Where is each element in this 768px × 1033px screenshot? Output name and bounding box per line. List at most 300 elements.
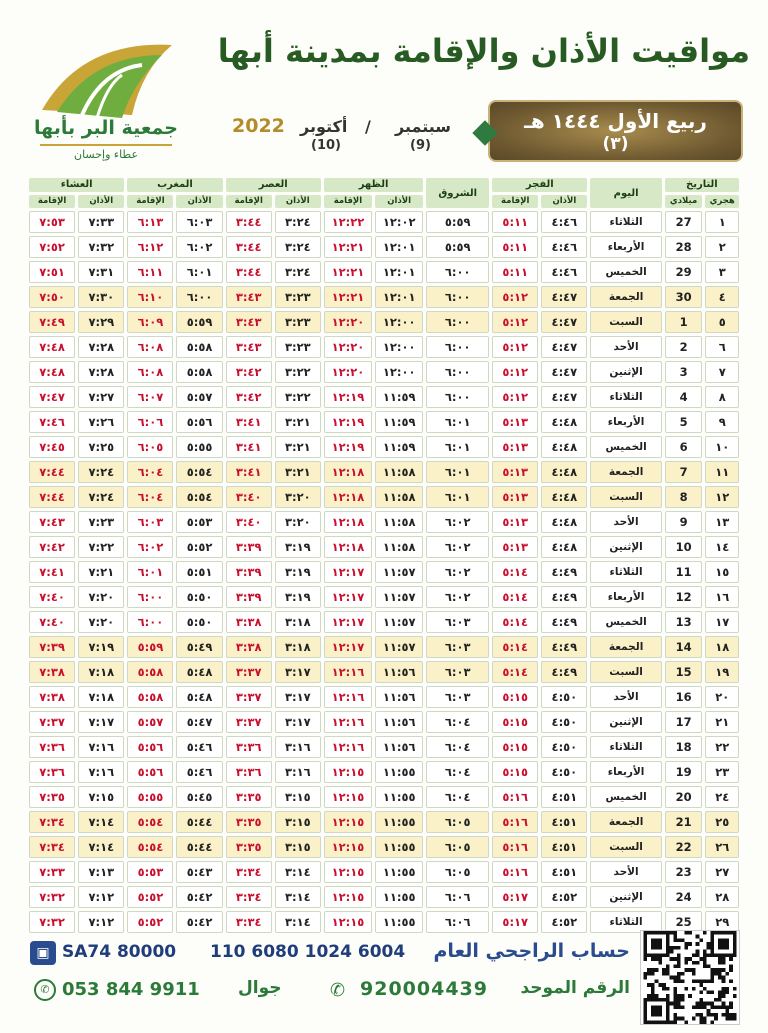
asr-adhan-cell: ٣:٢٠ bbox=[275, 486, 321, 508]
asr-adhan-cell: ٣:٢٢ bbox=[275, 386, 321, 408]
asr-adhan-cell: ٣:١٦ bbox=[275, 736, 321, 758]
isha-iqama-cell: ٧:٣٦ bbox=[29, 761, 75, 783]
weekday-cell: الأربعاء bbox=[590, 761, 661, 783]
maghrib-adhan-cell: ٥:٥٠ bbox=[176, 586, 222, 608]
asr-adhan-cell: ٣:١٩ bbox=[275, 586, 321, 608]
dhuhr-adhan-cell: ١١:٥٦ bbox=[375, 661, 423, 683]
weekday-cell: السبت bbox=[590, 486, 661, 508]
fajr-adhan-cell: ٤:٥٠ bbox=[541, 761, 587, 783]
dhuhr-adhan-cell: ١١:٥٧ bbox=[375, 636, 423, 658]
weekday-cell: الإثنين bbox=[590, 711, 661, 733]
miladi-day-cell: 19 bbox=[665, 761, 703, 783]
hijri-day-cell: ٢١ bbox=[705, 711, 739, 733]
fajr-adhan-cell: ٤:٤٧ bbox=[541, 386, 587, 408]
weekday-cell: الإثنين bbox=[590, 361, 661, 383]
isha-iqama-cell: ٧:٤١ bbox=[29, 561, 75, 583]
hijri-month-number: (٣) bbox=[602, 134, 629, 154]
miladi-day-cell: 2 bbox=[665, 336, 703, 358]
shuruq-cell: ٦:٠١ bbox=[426, 411, 489, 433]
asr-adhan-cell: ٣:١٩ bbox=[275, 561, 321, 583]
table-row bbox=[29, 661, 739, 683]
isha-adhan-cell: ٧:١٦ bbox=[78, 761, 124, 783]
table-row bbox=[29, 236, 739, 258]
subheader-iqama: الإقامة bbox=[324, 195, 372, 208]
maghrib-adhan-cell: ٥:٤٨ bbox=[176, 661, 222, 683]
hijri-day-cell: ٣ bbox=[705, 261, 739, 283]
fajr-iqama-cell: ٥:١٢ bbox=[492, 361, 538, 383]
isha-adhan-cell: ٧:٢٠ bbox=[78, 586, 124, 608]
miladi-day-cell: 30 bbox=[665, 286, 703, 308]
asr-iqama-cell: ٣:٣٦ bbox=[226, 736, 272, 758]
unified-number-label: الرقم الموحد bbox=[520, 978, 630, 998]
isha-adhan-cell: ٧:٣٠ bbox=[78, 286, 124, 308]
mobile-label: جوال bbox=[238, 978, 282, 998]
table-row bbox=[29, 361, 739, 383]
dhuhr-iqama-cell: ١٢:٢٠ bbox=[324, 311, 372, 333]
dhuhr-iqama-cell: ١٢:١٥ bbox=[324, 861, 372, 883]
table-row bbox=[29, 436, 739, 458]
shuruq-cell: ٦:٠٦ bbox=[426, 911, 489, 933]
weekday-cell: الأحد bbox=[590, 336, 661, 358]
isha-iqama-cell: ٧:٤٨ bbox=[29, 336, 75, 358]
table-row bbox=[29, 611, 739, 633]
isha-iqama-cell: ٧:٣٤ bbox=[29, 811, 75, 833]
fajr-adhan-cell: ٤:٥١ bbox=[541, 836, 587, 858]
dhuhr-adhan-cell: ١١:٥٦ bbox=[375, 686, 423, 708]
table-row bbox=[29, 786, 739, 808]
dhuhr-iqama-cell: ١٢:٢١ bbox=[324, 236, 372, 258]
dhuhr-adhan-cell: ١١:٥٥ bbox=[375, 911, 423, 933]
fajr-iqama-cell: ٥:١٣ bbox=[492, 511, 538, 533]
maghrib-iqama-cell: ٥:٥٤ bbox=[127, 836, 173, 858]
weekday-cell: الخميس bbox=[590, 786, 661, 808]
unified-number: 920004439 bbox=[360, 978, 488, 1000]
dhuhr-adhan-cell: ١١:٥٩ bbox=[375, 411, 423, 433]
maghrib-adhan-cell: ٥:٤٩ bbox=[176, 636, 222, 658]
shuruq-cell: ٦:٠٣ bbox=[426, 661, 489, 683]
isha-adhan-cell: ٧:٣٣ bbox=[78, 211, 124, 233]
maghrib-iqama-cell: ٦:٠٠ bbox=[127, 586, 173, 608]
maghrib-adhan-cell: ٥:٤٦ bbox=[176, 761, 222, 783]
maghrib-adhan-cell: ٥:٥٤ bbox=[176, 461, 222, 483]
fajr-adhan-cell: ٤:٥٠ bbox=[541, 711, 587, 733]
table-row bbox=[29, 211, 739, 233]
asr-iqama-cell: ٣:٣٩ bbox=[226, 586, 272, 608]
maghrib-iqama-cell: ٦:٠٨ bbox=[127, 361, 173, 383]
miladi-day-cell: 14 bbox=[665, 636, 703, 658]
subheader-hijri: هجري bbox=[705, 195, 739, 208]
fajr-iqama-cell: ٥:١١ bbox=[492, 236, 538, 258]
fajr-adhan-cell: ٤:٥٠ bbox=[541, 736, 587, 758]
miladi-day-cell: 5 bbox=[665, 411, 703, 433]
fajr-iqama-cell: ٥:١٣ bbox=[492, 436, 538, 458]
miladi-day-cell: 17 bbox=[665, 711, 703, 733]
dhuhr-adhan-cell: ١١:٥٥ bbox=[375, 886, 423, 908]
asr-iqama-cell: ٣:٣٥ bbox=[226, 836, 272, 858]
phone-icon: ✆ bbox=[330, 980, 346, 1001]
isha-iqama-cell: ٧:٣٧ bbox=[29, 711, 75, 733]
isha-iqama-cell: ٧:٤٤ bbox=[29, 486, 75, 508]
fajr-adhan-cell: ٤:٥١ bbox=[541, 811, 587, 833]
shuruq-cell: ٦:٠٦ bbox=[426, 886, 489, 908]
isha-adhan-cell: ٧:٢٨ bbox=[78, 361, 124, 383]
maghrib-adhan-cell: ٥:٤٢ bbox=[176, 886, 222, 908]
isha-iqama-cell: ٧:٣٢ bbox=[29, 911, 75, 933]
dhuhr-adhan-cell: ١٢:٠٠ bbox=[375, 336, 423, 358]
weekday-cell: الخميس bbox=[590, 436, 661, 458]
table-row bbox=[29, 711, 739, 733]
isha-adhan-cell: ٧:١٨ bbox=[78, 661, 124, 683]
maghrib-adhan-cell: ٥:٥٧ bbox=[176, 386, 222, 408]
fajr-iqama-cell: ٥:١٤ bbox=[492, 561, 538, 583]
dhuhr-iqama-cell: ١٢:١٧ bbox=[324, 611, 372, 633]
shuruq-cell: ٦:٠٣ bbox=[426, 611, 489, 633]
maghrib-adhan-cell: ٥:٤٤ bbox=[176, 836, 222, 858]
hijri-day-cell: ٢٨ bbox=[705, 886, 739, 908]
shuruq-cell: ٦:٠٠ bbox=[426, 361, 489, 383]
dhuhr-adhan-cell: ١١:٥٨ bbox=[375, 461, 423, 483]
weekday-cell: الأربعاء bbox=[590, 236, 661, 258]
miladi-day-cell: 6 bbox=[665, 436, 703, 458]
table-row bbox=[29, 636, 739, 658]
fajr-iqama-cell: ٥:١٢ bbox=[492, 386, 538, 408]
maghrib-iqama-cell: ٥:٥٩ bbox=[127, 636, 173, 658]
maghrib-iqama-cell: ٦:٠٤ bbox=[127, 461, 173, 483]
miladi-day-cell: 12 bbox=[665, 586, 703, 608]
maghrib-iqama-cell: ٦:٠٨ bbox=[127, 336, 173, 358]
asr-adhan-cell: ٣:١٤ bbox=[275, 911, 321, 933]
dhuhr-adhan-cell: ١١:٥٥ bbox=[375, 786, 423, 808]
isha-adhan-cell: ٧:١٥ bbox=[78, 786, 124, 808]
maghrib-iqama-cell: ٥:٥٨ bbox=[127, 661, 173, 683]
subheader-adhan: الأذان bbox=[78, 195, 124, 208]
hijri-day-cell: ٤ bbox=[705, 286, 739, 308]
dhuhr-iqama-cell: ١٢:١٧ bbox=[324, 636, 372, 658]
whatsapp-icon: ✆ bbox=[34, 979, 56, 1001]
weekday-cell: الأربعاء bbox=[590, 586, 661, 608]
maghrib-adhan-cell: ٥:٤٧ bbox=[176, 711, 222, 733]
isha-adhan-cell: ٧:٢٤ bbox=[78, 486, 124, 508]
logo-divider bbox=[40, 144, 172, 146]
isha-adhan-cell: ٧:٢١ bbox=[78, 561, 124, 583]
table-row bbox=[29, 586, 739, 608]
fajr-adhan-cell: ٤:٤٦ bbox=[541, 236, 587, 258]
dhuhr-adhan-cell: ١١:٥٥ bbox=[375, 811, 423, 833]
miladi-day-cell: 10 bbox=[665, 536, 703, 558]
isha-adhan-cell: ٧:١٣ bbox=[78, 861, 124, 883]
asr-iqama-cell: ٣:٣٨ bbox=[226, 636, 272, 658]
subheader-iqama: الإقامة bbox=[226, 195, 272, 208]
dhuhr-adhan-cell: ١٢:٠٢ bbox=[375, 211, 423, 233]
asr-iqama-cell: ٣:٤٣ bbox=[226, 311, 272, 333]
weekday-cell: الجمعة bbox=[590, 636, 661, 658]
maghrib-iqama-cell: ٥:٥٧ bbox=[127, 711, 173, 733]
dhuhr-iqama-cell: ١٢:١٥ bbox=[324, 786, 372, 808]
hijri-day-cell: ٨ bbox=[705, 386, 739, 408]
maghrib-adhan-cell: ٥:٥١ bbox=[176, 561, 222, 583]
miladi-day-cell: 18 bbox=[665, 736, 703, 758]
fajr-adhan-cell: ٤:٤٦ bbox=[541, 261, 587, 283]
table-row bbox=[29, 261, 739, 283]
maghrib-iqama-cell: ٦:١٢ bbox=[127, 236, 173, 258]
isha-iqama-cell: ٧:٣٤ bbox=[29, 836, 75, 858]
miladi-day-cell: 11 bbox=[665, 561, 703, 583]
fajr-iqama-cell: ٥:١٣ bbox=[492, 461, 538, 483]
fajr-iqama-cell: ٥:١٤ bbox=[492, 661, 538, 683]
maghrib-adhan-cell: ٥:٥٥ bbox=[176, 436, 222, 458]
dhuhr-adhan-cell: ١٢:٠١ bbox=[375, 261, 423, 283]
shuruq-cell: ٦:٠٤ bbox=[426, 761, 489, 783]
isha-iqama-cell: ٧:٤٢ bbox=[29, 536, 75, 558]
isha-iqama-cell: ٧:٥٢ bbox=[29, 236, 75, 258]
maghrib-adhan-cell: ٦:٠٠ bbox=[176, 286, 222, 308]
maghrib-iqama-cell: ٦:١٠ bbox=[127, 286, 173, 308]
asr-iqama-cell: ٣:٤٢ bbox=[226, 361, 272, 383]
fajr-iqama-cell: ٥:١٣ bbox=[492, 411, 538, 433]
bank-account-number: 110 6080 1024 6004 bbox=[210, 942, 406, 962]
hijri-day-cell: ٢٠ bbox=[705, 686, 739, 708]
bank-iban-prefix: SA74 80000 bbox=[62, 942, 177, 962]
shuruq-cell: ٦:٠٤ bbox=[426, 711, 489, 733]
fajr-iqama-cell: ٥:١٥ bbox=[492, 761, 538, 783]
asr-iqama-cell: ٣:٣٤ bbox=[226, 911, 272, 933]
weekday-cell: الثلاثاء bbox=[590, 736, 661, 758]
maghrib-iqama-cell: ٥:٥٨ bbox=[127, 686, 173, 708]
isha-iqama-cell: ٧:٣٨ bbox=[29, 661, 75, 683]
isha-iqama-cell: ٧:٤٤ bbox=[29, 461, 75, 483]
asr-iqama-cell: ٣:٤٤ bbox=[226, 236, 272, 258]
maghrib-iqama-cell: ٦:٠٩ bbox=[127, 311, 173, 333]
hijri-day-cell: ١٤ bbox=[705, 536, 739, 558]
shuruq-cell: ٦:٠٢ bbox=[426, 536, 489, 558]
isha-iqama-cell: ٧:٤٩ bbox=[29, 311, 75, 333]
weekday-cell: الإثنين bbox=[590, 886, 661, 908]
mobile-number: 053 844 9911 bbox=[62, 979, 200, 1000]
weekday-cell: الأحد bbox=[590, 861, 661, 883]
asr-adhan-cell: ٣:١٥ bbox=[275, 836, 321, 858]
asr-iqama-cell: ٣:٤٠ bbox=[226, 486, 272, 508]
asr-iqama-cell: ٣:٤٤ bbox=[226, 261, 272, 283]
asr-adhan-cell: ٣:١٤ bbox=[275, 886, 321, 908]
asr-adhan-cell: ٣:٢٤ bbox=[275, 261, 321, 283]
dhuhr-adhan-cell: ١١:٥٨ bbox=[375, 486, 423, 508]
isha-adhan-cell: ٧:٢٤ bbox=[78, 461, 124, 483]
hijri-day-cell: ٢٥ bbox=[705, 811, 739, 833]
asr-adhan-cell: ٣:١٤ bbox=[275, 861, 321, 883]
dhuhr-adhan-cell: ١١:٥٩ bbox=[375, 386, 423, 408]
maghrib-iqama-cell: ٦:٠٦ bbox=[127, 411, 173, 433]
fajr-iqama-cell: ٥:١٦ bbox=[492, 836, 538, 858]
asr-adhan-cell: ٣:٢٤ bbox=[275, 211, 321, 233]
asr-iqama-cell: ٣:٣٥ bbox=[226, 811, 272, 833]
asr-iqama-cell: ٣:٤١ bbox=[226, 411, 272, 433]
miladi-day-cell: 9 bbox=[665, 511, 703, 533]
asr-iqama-cell: ٣:٤١ bbox=[226, 461, 272, 483]
asr-adhan-cell: ٣:٢٣ bbox=[275, 311, 321, 333]
qr-code-icon[interactable] bbox=[640, 930, 740, 1025]
dhuhr-adhan-cell: ١١:٥٥ bbox=[375, 861, 423, 883]
hijri-day-cell: ٢٦ bbox=[705, 836, 739, 858]
isha-iqama-cell: ٧:٣٣ bbox=[29, 861, 75, 883]
shuruq-cell: ٦:٠٠ bbox=[426, 311, 489, 333]
asr-adhan-cell: ٣:٢٢ bbox=[275, 361, 321, 383]
maghrib-adhan-cell: ٥:٤٤ bbox=[176, 811, 222, 833]
miladi-day-cell: 20 bbox=[665, 786, 703, 808]
isha-iqama-cell: ٧:٤٣ bbox=[29, 511, 75, 533]
fajr-adhan-cell: ٤:٥٢ bbox=[541, 886, 587, 908]
isha-adhan-cell: ٧:٢٥ bbox=[78, 436, 124, 458]
table-row bbox=[29, 561, 739, 583]
asr-iqama-cell: ٣:٤٣ bbox=[226, 286, 272, 308]
asr-adhan-cell: ٣:٢١ bbox=[275, 461, 321, 483]
isha-iqama-cell: ٧:٣٦ bbox=[29, 736, 75, 758]
dhuhr-iqama-cell: ١٢:١٦ bbox=[324, 736, 372, 758]
table-row bbox=[29, 536, 739, 558]
subheader-adhan: الأذان bbox=[176, 195, 222, 208]
fajr-adhan-cell: ٤:٤٧ bbox=[541, 286, 587, 308]
shuruq-cell: ٦:٠١ bbox=[426, 461, 489, 483]
dhuhr-iqama-cell: ١٢:٢٢ bbox=[324, 211, 372, 233]
isha-iqama-cell: ٧:٤٠ bbox=[29, 586, 75, 608]
table-row bbox=[29, 411, 739, 433]
contact-line bbox=[30, 978, 630, 1006]
shuruq-cell: ٦:٠٤ bbox=[426, 736, 489, 758]
maghrib-iqama-cell: ٥:٥٤ bbox=[127, 811, 173, 833]
asr-iqama-cell: ٣:٣٧ bbox=[226, 711, 272, 733]
dhuhr-iqama-cell: ١٢:١٧ bbox=[324, 586, 372, 608]
dhuhr-adhan-cell: ١٢:٠١ bbox=[375, 236, 423, 258]
fajr-adhan-cell: ٤:٥٠ bbox=[541, 686, 587, 708]
isha-iqama-cell: ٧:٤٨ bbox=[29, 361, 75, 383]
shuruq-cell: ٦:٠٢ bbox=[426, 511, 489, 533]
isha-adhan-cell: ٧:٣١ bbox=[78, 261, 124, 283]
asr-adhan-cell: ٣:٢١ bbox=[275, 411, 321, 433]
gregorian-separator: / bbox=[365, 117, 371, 136]
hijri-day-cell: ١٨ bbox=[705, 636, 739, 658]
gregorian-month-2-number: (10) bbox=[311, 138, 341, 153]
asr-iqama-cell: ٣:٤٠ bbox=[226, 511, 272, 533]
shuruq-cell: ٦:٠٥ bbox=[426, 836, 489, 858]
weekday-cell: الجمعة bbox=[590, 286, 661, 308]
asr-adhan-cell: ٣:١٦ bbox=[275, 761, 321, 783]
dhuhr-iqama-cell: ١٢:١٥ bbox=[324, 911, 372, 933]
asr-adhan-cell: ٣:١٧ bbox=[275, 686, 321, 708]
maghrib-adhan-cell: ٥:٥٦ bbox=[176, 411, 222, 433]
table-row bbox=[29, 686, 739, 708]
isha-adhan-cell: ٧:٢٨ bbox=[78, 336, 124, 358]
dhuhr-adhan-cell: ١١:٥٦ bbox=[375, 711, 423, 733]
fajr-iqama-cell: ٥:١٧ bbox=[492, 911, 538, 933]
miladi-day-cell: 15 bbox=[665, 661, 703, 683]
hijri-day-cell: ٢٩ bbox=[705, 911, 739, 933]
asr-adhan-cell: ٣:١٩ bbox=[275, 536, 321, 558]
asr-iqama-cell: ٣:٣٨ bbox=[226, 611, 272, 633]
isha-adhan-cell: ٧:١٩ bbox=[78, 636, 124, 658]
isha-iqama-cell: ٧:٣٨ bbox=[29, 686, 75, 708]
maghrib-adhan-cell: ٥:٤٣ bbox=[176, 861, 222, 883]
miladi-day-cell: 3 bbox=[665, 361, 703, 383]
fajr-iqama-cell: ٥:١٥ bbox=[492, 711, 538, 733]
subheader-iqama: الإقامة bbox=[492, 195, 538, 208]
miladi-day-cell: 13 bbox=[665, 611, 703, 633]
dhuhr-iqama-cell: ١٢:١٨ bbox=[324, 511, 372, 533]
table-row bbox=[29, 311, 739, 333]
maghrib-iqama-cell: ٦:٠٣ bbox=[127, 511, 173, 533]
header-fajr: الفجر bbox=[492, 178, 587, 192]
isha-adhan-cell: ٧:٢٠ bbox=[78, 611, 124, 633]
miladi-day-cell: 7 bbox=[665, 461, 703, 483]
header-shuruq: الشروق bbox=[426, 178, 489, 208]
isha-adhan-cell: ٧:٣٢ bbox=[78, 236, 124, 258]
asr-adhan-cell: ٣:٢٤ bbox=[275, 236, 321, 258]
dhuhr-iqama-cell: ١٢:١٥ bbox=[324, 886, 372, 908]
gregorian-month-2: أكتوبر bbox=[300, 117, 348, 136]
table-row bbox=[29, 461, 739, 483]
isha-iqama-cell: ٧:٥٠ bbox=[29, 286, 75, 308]
weekday-cell: الخميس bbox=[590, 611, 661, 633]
hijri-day-cell: ٥ bbox=[705, 311, 739, 333]
logo-name: جمعية البر بأبها bbox=[34, 117, 178, 139]
maghrib-adhan-cell: ٥:٥٤ bbox=[176, 486, 222, 508]
fajr-iqama-cell: ٥:١٦ bbox=[492, 786, 538, 808]
header-day: اليوم bbox=[590, 178, 661, 208]
fajr-adhan-cell: ٤:٤٨ bbox=[541, 411, 587, 433]
fajr-adhan-cell: ٤:٤٨ bbox=[541, 486, 587, 508]
hijri-day-cell: ١٦ bbox=[705, 586, 739, 608]
shuruq-cell: ٦:٠٠ bbox=[426, 286, 489, 308]
maghrib-adhan-cell: ٥:٥٨ bbox=[176, 361, 222, 383]
fajr-iqama-cell: ٥:١٢ bbox=[492, 286, 538, 308]
table-row bbox=[29, 761, 739, 783]
maghrib-iqama-cell: ٥:٥٢ bbox=[127, 911, 173, 933]
maghrib-iqama-cell: ٦:٠٧ bbox=[127, 386, 173, 408]
maghrib-iqama-cell: ٥:٥٥ bbox=[127, 786, 173, 808]
weekday-cell: الثلاثاء bbox=[590, 911, 661, 933]
subheader-adhan: الأذان bbox=[275, 195, 321, 208]
hijri-day-cell: ٢٣ bbox=[705, 761, 739, 783]
maghrib-adhan-cell: ٥:٥٨ bbox=[176, 336, 222, 358]
gregorian-month-1-number: (9) bbox=[410, 138, 431, 153]
hijri-day-cell: ٩ bbox=[705, 411, 739, 433]
maghrib-adhan-cell: ٥:٥٠ bbox=[176, 611, 222, 633]
maghrib-iqama-cell: ٥:٥٢ bbox=[127, 886, 173, 908]
header-isha: العشاء bbox=[29, 178, 124, 192]
hijri-day-cell: ١٠ bbox=[705, 436, 739, 458]
asr-adhan-cell: ٣:١٥ bbox=[275, 786, 321, 808]
dhuhr-adhan-cell: ١٢:٠٠ bbox=[375, 361, 423, 383]
hijri-day-cell: ١٧ bbox=[705, 611, 739, 633]
maghrib-iqama-cell: ٦:٠١ bbox=[127, 561, 173, 583]
maghrib-iqama-cell: ٦:٠٢ bbox=[127, 536, 173, 558]
isha-iqama-cell: ٧:٣٥ bbox=[29, 786, 75, 808]
asr-iqama-cell: ٣:٣٦ bbox=[226, 761, 272, 783]
maghrib-iqama-cell: ٦:٠٥ bbox=[127, 436, 173, 458]
shuruq-cell: ٦:٠٠ bbox=[426, 336, 489, 358]
header-asr: العصر bbox=[226, 178, 321, 192]
prayer-times-table-wrapper bbox=[26, 175, 742, 929]
weekday-cell: الخميس bbox=[590, 261, 661, 283]
maghrib-iqama-cell: ٥:٥٦ bbox=[127, 761, 173, 783]
miladi-day-cell: 27 bbox=[665, 211, 703, 233]
asr-adhan-cell: ٣:٢١ bbox=[275, 436, 321, 458]
isha-iqama-cell: ٧:٤٥ bbox=[29, 436, 75, 458]
dhuhr-iqama-cell: ١٢:٢٠ bbox=[324, 361, 372, 383]
fajr-adhan-cell: ٤:٤٩ bbox=[541, 636, 587, 658]
maghrib-iqama-cell: ٦:١١ bbox=[127, 261, 173, 283]
miladi-day-cell: 4 bbox=[665, 386, 703, 408]
shuruq-cell: ٦:٠١ bbox=[426, 436, 489, 458]
weekday-cell: الأحد bbox=[590, 511, 661, 533]
